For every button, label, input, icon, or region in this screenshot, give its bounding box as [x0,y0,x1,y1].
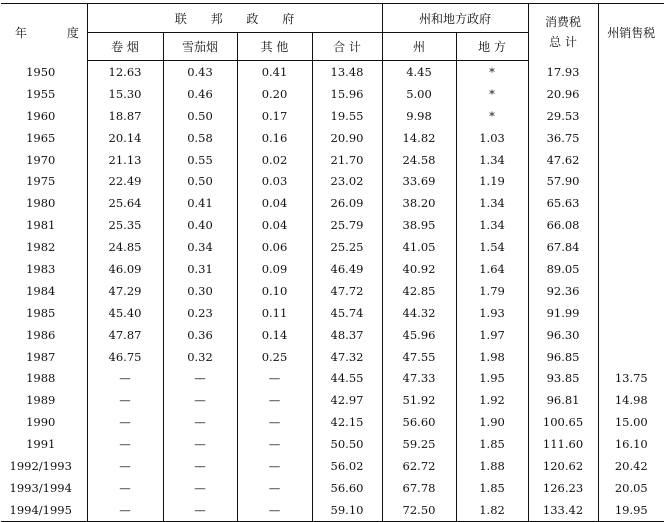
cell-excise-total: 111.60 [528,433,598,455]
cell-cigarettes: — [87,455,163,477]
cell-other: 0.06 [237,236,312,258]
cell-state-sales-tax: 16.10 [614,437,648,452]
cell-other: 0.14 [237,324,312,346]
cell-other: 0.10 [237,280,312,302]
cell-other: — [237,389,312,411]
cell-cigars: 0.41 [163,192,237,214]
cell-state: 72.50 [382,499,456,521]
cell-local: 1.79 [456,280,528,302]
cell-cigars: — [163,433,237,455]
cell-other: — [237,477,312,499]
cell-cigars: 0.34 [163,236,237,258]
cell-cigarettes: 45.40 [87,302,163,324]
header-local: 地 方 [456,33,528,61]
cell-subtotal: 21.70 [312,149,382,171]
cell-state-sales-tax: 19.95 [614,502,648,517]
cell-excise-total: 96.85 [528,346,598,368]
cell-excise-total: 100.65 [528,411,598,433]
cell-other: 0.02 [237,149,312,171]
cell-local: 1.34 [456,214,528,236]
cell-other: — [237,499,312,521]
cell-other: — [237,367,312,389]
cell-excise-total: 36.75 [528,127,598,149]
cell-state: 5.00 [382,83,456,105]
cell-cigarettes: 21.13 [87,149,163,171]
cell-other: 0.17 [237,105,312,127]
cell-excise-total: 120.62 [528,455,598,477]
header-state-sales-tax: 州销售税 [607,25,656,40]
cell-local: 1.85 [456,433,528,455]
cell-local: * [456,61,528,83]
cell-cigarettes: 25.35 [87,214,163,236]
cell-cigars: 0.55 [163,149,237,171]
table-row [1,149,664,171]
cell-year: 1991 [1,433,87,455]
cell-excise-total: 29.53 [528,105,598,127]
cell-local: 1.95 [456,367,528,389]
cell-cigarettes: — [87,499,163,521]
cell-cigarettes: 46.09 [87,258,163,280]
table-row [1,477,664,499]
table-header [1,4,664,61]
cell-year: 1955 [1,83,87,105]
cell-other: 0.20 [237,83,312,105]
cell-state: 44.32 [382,302,456,324]
header-excise-total [528,4,598,61]
cell-state: 59.25 [382,433,456,455]
cell-cigars: — [163,455,237,477]
cell-state: 38.95 [382,214,456,236]
cell-cigarettes: 18.87 [87,105,163,127]
cell-state-sales-tax: 13.75 [614,371,648,386]
cell-state-sales-tax [598,236,664,258]
cell-subtotal: 50.50 [312,433,382,455]
cell-subtotal: 26.09 [312,192,382,214]
cell-state: 4.45 [382,61,456,83]
cell-cigarettes: 20.14 [87,127,163,149]
cell-cigars: — [163,389,237,411]
table-row [1,433,664,455]
cell-other: 0.11 [237,302,312,324]
cell-cigars: — [163,477,237,499]
cell-year: 1965 [1,127,87,149]
cell-year: 1981 [1,214,87,236]
cell-year: 1990 [1,411,87,433]
cell-year: 1988 [1,367,87,389]
cell-state-sales-tax: 20.05 [614,480,648,495]
table-body [1,61,664,522]
cell-state-sales-tax [598,302,664,324]
cell-year: 1987 [1,346,87,368]
cell-year: 1994/1995 [1,499,87,521]
cell-subtotal: 13.48 [312,61,382,83]
cell-local: * [456,105,528,127]
cell-state: 14.82 [382,127,456,149]
cell-cigarettes: 22.49 [87,170,163,192]
header-other: 其 他 [237,33,312,61]
table-row [1,346,664,368]
cell-cigarettes: — [87,477,163,499]
cell-year: 1983 [1,258,87,280]
cell-cigars: 0.58 [163,127,237,149]
cell-year: 1984 [1,280,87,302]
table-row [1,499,664,521]
cell-cigars: — [163,411,237,433]
table-row [1,127,664,149]
cell-state: 33.69 [382,170,456,192]
cell-cigars: — [163,499,237,521]
cell-other: 0.25 [237,346,312,368]
cell-subtotal: 46.49 [312,258,382,280]
cell-local: 1.03 [456,127,528,149]
cell-state: 62.72 [382,455,456,477]
cell-local: 1.34 [456,149,528,171]
cell-state-sales-tax [598,280,664,302]
cell-other: — [237,455,312,477]
table-row [1,367,664,389]
cell-cigarettes: — [87,367,163,389]
cell-state: 45.96 [382,324,456,346]
cell-cigars: 0.31 [163,258,237,280]
table-row [1,83,664,105]
cell-local: 1.54 [456,236,528,258]
table-row [1,61,664,83]
cell-year: 1970 [1,149,87,171]
cell-state-sales-tax [598,149,664,171]
cell-excise-total: 47.62 [528,149,598,171]
header-state: 州 [382,33,456,61]
cell-excise-total: 91.99 [528,302,598,324]
cell-local: 1.93 [456,302,528,324]
table-row [1,214,664,236]
cell-cigarettes: 25.64 [87,192,163,214]
cell-state: 41.05 [382,236,456,258]
cell-cigarettes: — [87,411,163,433]
cell-cigarettes: 47.87 [87,324,163,346]
cell-subtotal: 45.74 [312,302,382,324]
cell-state: 67.78 [382,477,456,499]
header-excise-total-line2: 总 计 [549,35,577,50]
cell-other: — [237,433,312,455]
table-row [1,389,664,411]
cell-excise-total: 133.42 [528,499,598,521]
cell-state-sales-tax [598,105,664,127]
cell-subtotal: 47.72 [312,280,382,302]
cell-subtotal: 59.10 [312,499,382,521]
cell-cigars: 0.50 [163,105,237,127]
cell-state: 42.85 [382,280,456,302]
cell-other: 0.09 [237,258,312,280]
cell-cigars: 0.32 [163,346,237,368]
cell-excise-total: 126.23 [528,477,598,499]
table-row [1,170,664,192]
cell-cigarettes: 46.75 [87,346,163,368]
cell-state-sales-tax [598,258,664,280]
cell-year: 1960 [1,105,87,127]
cell-other: — [237,411,312,433]
cell-cigarettes: — [87,433,163,455]
cell-other: 0.16 [237,127,312,149]
cell-state-sales-tax [598,61,664,83]
cell-state-sales-tax [598,170,664,192]
cell-subtotal: 25.79 [312,214,382,236]
table-row [1,455,664,477]
cell-state-sales-tax [598,324,664,346]
cell-state-sales-tax: 14.98 [614,393,648,408]
table-row [1,192,664,214]
cell-state: 47.55 [382,346,456,368]
cell-cigars: 0.46 [163,83,237,105]
cell-year: 1993/1994 [1,477,87,499]
cell-state: 24.58 [382,149,456,171]
cell-excise-total: 20.96 [528,83,598,105]
cell-excise-total: 67.84 [528,236,598,258]
cell-state-sales-tax [598,127,664,149]
cell-subtotal: 23.02 [312,170,382,192]
cell-cigars: — [163,367,237,389]
cell-state: 38.20 [382,192,456,214]
cell-excise-total: 66.08 [528,214,598,236]
cell-subtotal: 25.25 [312,236,382,258]
cell-local: * [456,83,528,105]
header-state-local: 州和地方政府 [382,4,528,33]
cell-local: 1.82 [456,499,528,521]
cell-subtotal: 20.90 [312,127,382,149]
cell-excise-total: 93.85 [528,367,598,389]
table-row [1,236,664,258]
cell-subtotal: 44.55 [312,367,382,389]
cell-subtotal: 56.60 [312,477,382,499]
cell-excise-total: 57.90 [528,170,598,192]
header-federal: 联 邦 政 府 [87,4,382,33]
cell-excise-total: 96.81 [528,389,598,411]
cell-subtotal: 19.55 [312,105,382,127]
cell-cigars: 0.30 [163,280,237,302]
cell-other: 0.04 [237,192,312,214]
cell-cigarettes: 47.29 [87,280,163,302]
cell-year: 1992/1993 [1,455,87,477]
cell-state-sales-tax: 20.42 [614,458,648,473]
table-row [1,280,664,302]
cell-subtotal: 15.96 [312,83,382,105]
header-excise-total-line1: 消费税 [545,15,582,30]
cell-cigars: 0.43 [163,61,237,83]
cell-year: 1980 [1,192,87,214]
table-row [1,258,664,280]
cell-state: 9.98 [382,105,456,127]
cell-cigarettes: 12.63 [87,61,163,83]
cell-state-sales-tax [598,83,664,105]
cell-year: 1985 [1,302,87,324]
cell-state-sales-tax [598,192,664,214]
table-row [1,411,664,433]
cell-subtotal: 42.97 [312,389,382,411]
cell-excise-total: 92.36 [528,280,598,302]
cell-other: 0.03 [237,170,312,192]
cell-local: 1.98 [456,346,528,368]
cell-excise-total: 17.93 [528,61,598,83]
cell-cigars: 0.50 [163,170,237,192]
cell-local: 1.19 [456,170,528,192]
cell-state: 40.92 [382,258,456,280]
cell-state-sales-tax: 15.00 [614,415,648,430]
cell-cigarettes: — [87,389,163,411]
cell-state-sales-tax [598,346,664,368]
cell-state: 56.60 [382,411,456,433]
cell-state: 51.92 [382,389,456,411]
tobacco-tax-table [1,3,664,522]
header-cigarettes: 卷 烟 [87,33,163,61]
cell-subtotal: 42.15 [312,411,382,433]
header-subtotal: 合 计 [312,33,382,61]
table-row [1,324,664,346]
cell-year: 1982 [1,236,87,258]
cell-subtotal: 47.32 [312,346,382,368]
table-row [1,105,664,127]
cell-local: 1.34 [456,192,528,214]
cell-year: 1950 [1,61,87,83]
cell-cigarettes: 24.85 [87,236,163,258]
cell-excise-total: 96.30 [528,324,598,346]
header-cigars: 雪茄烟 [163,33,237,61]
cell-excise-total: 65.63 [528,192,598,214]
cell-year: 1975 [1,170,87,192]
cell-other: 0.04 [237,214,312,236]
cell-local: 1.85 [456,477,528,499]
cell-local: 1.92 [456,389,528,411]
cell-state-sales-tax [598,214,664,236]
header-year: 年 度 [1,4,87,61]
cell-local: 1.88 [456,455,528,477]
cell-local: 1.97 [456,324,528,346]
cell-cigars: 0.23 [163,302,237,324]
cell-state: 47.33 [382,367,456,389]
cell-excise-total: 89.05 [528,258,598,280]
cell-year: 1986 [1,324,87,346]
cell-subtotal: 56.02 [312,455,382,477]
cell-local: 1.90 [456,411,528,433]
cell-cigarettes: 15.30 [87,83,163,105]
cell-other: 0.41 [237,61,312,83]
cell-cigars: 0.40 [163,214,237,236]
cell-local: 1.64 [456,258,528,280]
cell-cigars: 0.36 [163,324,237,346]
cell-subtotal: 48.37 [312,324,382,346]
cell-year: 1989 [1,389,87,411]
table-row [1,302,664,324]
